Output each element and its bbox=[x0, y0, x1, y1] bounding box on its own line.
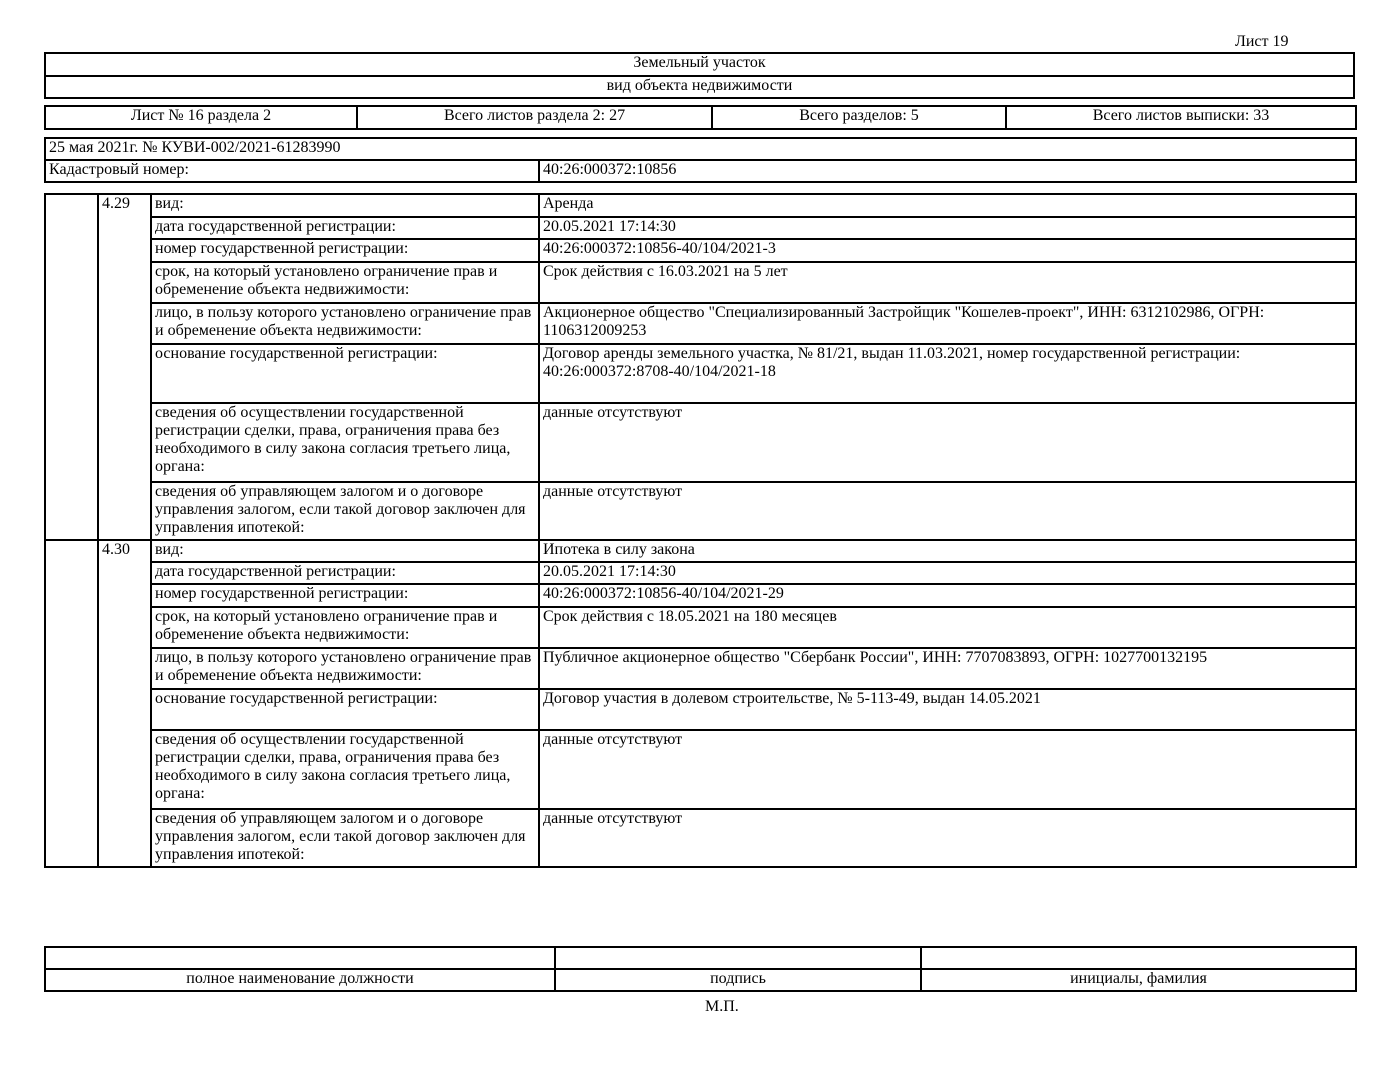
row-label: основание государственной регистрации: bbox=[151, 689, 539, 730]
row-value: Договор аренды земельного участка, № 81/21, выдан 11.03.2021, номер государственной регистрации: 40:26:000372:8708-40/104/2021-18 bbox=[539, 344, 1356, 403]
row-label: номер государственной регистрации: bbox=[151, 239, 539, 262]
cadastral-value: 40:26:000372:10856 bbox=[539, 160, 1356, 182]
row-value: 40:26:000372:10856-40/104/2021-29 bbox=[539, 584, 1356, 607]
row-value: данные отсутствуют bbox=[539, 403, 1356, 482]
table-row bbox=[45, 482, 1356, 540]
row-label: номер государственной регистрации: bbox=[151, 584, 539, 607]
total-sheets-section: Всего листов раздела 2: 27 bbox=[357, 106, 712, 129]
table-row bbox=[45, 648, 1356, 689]
row-value: данные отсутствуют bbox=[539, 809, 1356, 867]
total-sections: Всего разделов: 5 bbox=[712, 106, 1006, 129]
entry-number: 4.29 bbox=[98, 194, 151, 540]
name-caption: инициалы, фамилия bbox=[921, 969, 1356, 991]
row-value: Публичное акционерное общество "Сбербанк России", ИНН: 7707083893, ОГРН: 1027700132195 bbox=[539, 648, 1356, 689]
summary-row bbox=[44, 105, 1357, 130]
row-value: Акционерное общество "Специализированный Застройщик "Кошелев-проект", ИНН: 6312102986, ОГРН: 1106312009253 bbox=[539, 303, 1356, 344]
row-value: 40:26:000372:10856-40/104/2021-3 bbox=[539, 239, 1356, 262]
sheet-number: Лист 19 bbox=[1235, 33, 1289, 50]
row-label: лицо, в пользу которого установлено ограничение прав и обременение объекта недвижимости: bbox=[151, 303, 539, 344]
table-row bbox=[45, 540, 1356, 562]
blank-cell bbox=[45, 540, 98, 867]
object-type: Земельный участок bbox=[45, 53, 1354, 76]
row-label: сведения об управляющем залогом и о договоре управления залогом, если такой договор заключен для управления ипотекой: bbox=[151, 809, 539, 867]
table-row bbox=[45, 344, 1356, 403]
document-date-number: 25 мая 2021г. № КУВИ-002/2021-61283990 bbox=[45, 138, 1356, 160]
row-value: Срок действия с 16.03.2021 на 5 лет bbox=[539, 262, 1356, 303]
total-sheets: Всего листов выписки: 33 bbox=[1006, 106, 1356, 129]
table-row bbox=[45, 607, 1356, 648]
signature-caption: подпись bbox=[555, 969, 921, 991]
row-label: вид: bbox=[151, 540, 539, 562]
row-label: сведения об управляющем залогом и о договоре управления залогом, если такой договор заключен для управления ипотекой: bbox=[151, 482, 539, 540]
row-value: Срок действия с 18.05.2021 на 180 месяцев bbox=[539, 607, 1356, 648]
row-label: срок, на который установлено ограничение прав и обременение объекта недвижимости: bbox=[151, 607, 539, 648]
entry-number: 4.30 bbox=[98, 540, 151, 867]
table-row bbox=[45, 239, 1356, 262]
row-label: основание государственной регистрации: bbox=[151, 344, 539, 403]
row-label: сведения об осуществлении государственной регистрации сделки, права, ограничения права без необходимого в силу закона согласия третьего лица, органа: bbox=[151, 403, 539, 482]
row-value: данные отсутствуют bbox=[539, 482, 1356, 540]
row-value: 20.05.2021 17:14:30 bbox=[539, 217, 1356, 239]
table-row bbox=[45, 562, 1356, 584]
blank-cell bbox=[45, 194, 98, 540]
object-type-caption: вид объекта недвижимости bbox=[45, 76, 1354, 98]
table-row bbox=[45, 303, 1356, 344]
row-value: 20.05.2021 17:14:30 bbox=[539, 562, 1356, 584]
row-label: вид: bbox=[151, 194, 539, 217]
position-caption: полное наименование должности bbox=[45, 969, 555, 991]
position-field bbox=[45, 947, 555, 969]
document-info bbox=[44, 137, 1357, 183]
table-row bbox=[45, 403, 1356, 482]
row-label: сведения об осуществлении государственной регистрации сделки, права, ограничения права без необходимого в силу закона согласия третьего лица, органа: bbox=[151, 730, 539, 809]
table-row bbox=[45, 194, 1356, 217]
row-value: данные отсутствуют bbox=[539, 730, 1356, 809]
row-label: дата государственной регистрации: bbox=[151, 217, 539, 239]
row-value: Договор участия в долевом строительстве, № 5-113-49, выдан 14.05.2021 bbox=[539, 689, 1356, 730]
object-type-header bbox=[44, 52, 1355, 99]
name-field bbox=[921, 947, 1356, 969]
table-row bbox=[45, 262, 1356, 303]
row-value: Аренда bbox=[539, 194, 1356, 217]
row-label: срок, на который установлено ограничение прав и обременение объекта недвижимости: bbox=[151, 262, 539, 303]
table-row bbox=[45, 584, 1356, 607]
row-label: дата государственной регистрации: bbox=[151, 562, 539, 584]
table-row bbox=[45, 217, 1356, 239]
stamp-place: М.П. bbox=[705, 998, 739, 1015]
table-row bbox=[45, 809, 1356, 867]
sheet-section: Лист № 16 раздела 2 bbox=[45, 106, 357, 129]
table-row bbox=[45, 730, 1356, 809]
row-value: Ипотека в силу закона bbox=[539, 540, 1356, 562]
signature-field bbox=[555, 947, 921, 969]
signature-block bbox=[44, 946, 1357, 992]
table-row bbox=[45, 689, 1356, 730]
encumbrance-table bbox=[44, 193, 1357, 868]
cadastral-label: Кадастровый номер: bbox=[45, 160, 539, 182]
row-label: лицо, в пользу которого установлено ограничение прав и обременение объекта недвижимости: bbox=[151, 648, 539, 689]
